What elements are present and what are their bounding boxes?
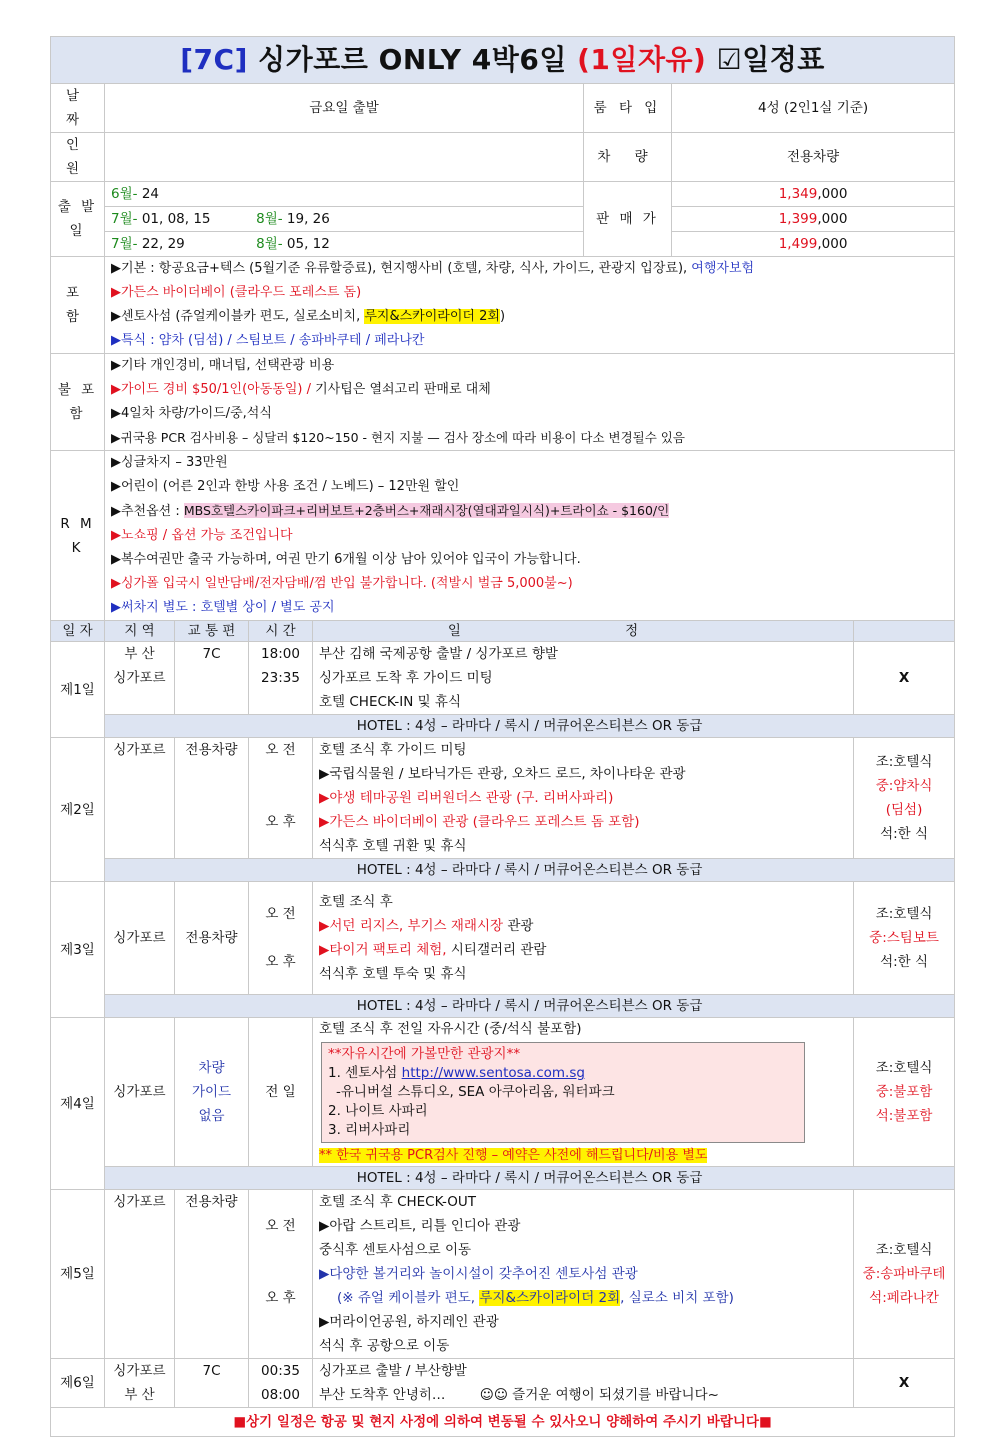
time-text: 오 후 [265,814,296,830]
price-suffix: ,000 [817,211,848,227]
include-line: ▶센토사섬 (쥬얼케이블카 편도, 실로소비치, [111,309,365,324]
day3-plan [313,882,854,995]
time-text: 오 전 [265,906,296,922]
day5-region: 싱가포르 [105,1190,175,1359]
transport-text: 차량 [198,1060,225,1076]
pax-value [105,133,584,182]
exclude-line: 기사팁은 열쇠고리 판매로 대체 [310,382,491,397]
hotel-line: HOTEL : 4성 – 라마다 / 록시 / 머큐어온스티븐스 OR 동급 [105,1167,955,1190]
room-label: 룸 타 입 [584,84,672,133]
include-line: ▶특식 : 얌차 (딤섬) / 스팀보트 / 송파바쿠테 / 페라나칸 [111,333,425,348]
free-spot: -유니버설 스튜디오, SEA 아쿠아리움, 워터파크 [336,1084,615,1100]
free-spot: 3. 리버사파리 [328,1122,411,1138]
car-value: 전용차량 [672,133,955,182]
free-spot: 1. 센토사섬 [328,1065,402,1081]
day4-plan [313,1018,854,1167]
day2-region: 싱가포르 [105,738,175,859]
meal-text: 조:호텔식 [875,1060,933,1076]
day5-plan [313,1190,854,1359]
plan-line: ▶머라이언공원, 하지레인 관광 [319,1314,499,1330]
plan-line: 호텔 조식 후 가이드 미팅 [319,742,467,758]
plan-line: 석식후 호텔 귀환 및 휴식 [319,838,467,854]
rmk-label: R M K [51,451,105,621]
car-label: 차 량 [584,133,672,182]
title-main: 싱가포르 ONLY 4박6일 [258,43,567,76]
rmk-option-highlight: MBS호텔스카이파크+리버보트+2층버스+재래시장(열대과일시식)+트라이쇼 - $160/인 [183,503,670,518]
date-value: 금요일 출발 [105,84,584,133]
rmk-line: ▶어린이 (어른 2인과 한방 사용 조건 / 노베드) – 12만원 할인 [111,479,460,494]
time-text: 오 후 [265,1290,296,1306]
day1-label: 제1일 [51,642,105,738]
pax-label: 인 원 [51,133,105,182]
day2-time [249,738,313,859]
transport-text: 없음 [198,1108,225,1124]
exclude-line: ▶기타 개인경비, 매너팁, 선택관광 비용 [111,358,335,373]
plan-line: ▶야생 테마공원 리버원더스 관광 (구. 리버사파리) [319,790,614,806]
day3-transport: 전용차량 [175,882,249,995]
header-time: 시 간 [249,621,313,642]
region-text: 싱가포르 [113,670,166,686]
plan-line: 중식후 센토사섬으로 이동 [319,1242,472,1258]
free-time-box [321,1042,805,1143]
exclude-line: ▶귀국용 PCR 검사비용 – 싱달러 $120~150 - 현지 지불 — 검사 장소에 따라 비용이 다소 변경될수 있음 [111,430,685,445]
day2-plan [313,738,854,859]
day1-transport: 7C [175,642,249,715]
price-label: 판 매 가 [584,182,672,257]
day2-label: 제2일 [51,738,105,882]
include-line: ▶가든스 바이더베이 (클라우드 포레스트 돔) [111,285,362,300]
month-label: 7월- [111,236,138,252]
meal-text: 중:송파바쿠테 [862,1266,946,1282]
month-label: 8월- [256,236,283,252]
time-text: 00:35 [261,1363,300,1379]
day6-region [105,1359,175,1408]
free-time-title: **자유시간에 가볼만한 관광지** [328,1046,521,1062]
day3-meal [854,882,955,995]
include-content [105,257,955,354]
page-title [51,37,955,84]
depart-dates: 01, 08, 15 [141,211,211,227]
depart-dates: 19, 26 [286,211,330,227]
plan-line: ▶가든스 바이더베이 관광 (클라우드 포레스트 돔 포함) [319,814,640,830]
meal-text: 중:스팀보트 [869,930,939,946]
header-transport: 교 통 편 [175,621,249,642]
footer-notice: ■상기 일정은 항공 및 현지 사정에 의하여 변동될 수 있사오니 양해하여 주시기 바랍니다■ [51,1408,955,1437]
exclude-line: ▶4일차 차량/가이드/중,석식 [111,406,272,421]
include-label: 포 함 [51,257,105,354]
plan-line: , 실로소 비치 포함) [620,1290,734,1306]
day5-transport: 전용차량 [175,1190,249,1359]
date-label: 날 짜 [51,84,105,133]
month-label: 6월- [111,186,138,202]
plan-line: 시티갤러리 관람 [446,942,547,958]
title-code: [7C] [180,43,248,76]
title-check: ☑일정표 [716,43,825,76]
day6-plan [313,1359,854,1408]
plan-line: 부산 김해 국제공항 출발 / 싱가포르 향발 [319,646,558,662]
title-free: (1일자유) [577,43,707,76]
time-text: 23:35 [261,670,300,686]
day5-meal [854,1190,955,1359]
header-region: 지 역 [105,621,175,642]
hotel-line: HOTEL : 4성 – 라마다 / 록시 / 머큐어온스티븐스 OR 동급 [105,715,955,738]
meal-text: 중:얌차식 [875,778,933,794]
price-suffix: ,000 [817,186,848,202]
rmk-line: ▶노쇼핑 / 옵션 가능 조건입니다 [111,528,293,543]
exclude-label: 불 포 함 [51,354,105,451]
day4-label: 제4일 [51,1018,105,1190]
price-suffix: ,000 [817,236,848,252]
plan-line: 호텔 조식 후 전일 자유시간 (중/석식 불포함) [319,1021,582,1037]
day3-region: 싱가포르 [105,882,175,995]
meal-text: 석:한 식 [880,826,929,842]
plan-line: 싱가포르 출발 / 부산향발 [319,1363,467,1379]
price-amount: 1,499 [778,236,818,252]
itinerary-table [50,36,955,1437]
day1-meal: X [854,642,955,715]
day5-label: 제5일 [51,1190,105,1359]
depart-dates: 05, 12 [286,236,330,252]
room-value: 4성 (2인1실 기준) [672,84,955,133]
day2-meal [854,738,955,859]
meal-text: 석:한 식 [880,954,929,970]
sentosa-link[interactable]: http://www.sentosa.com.sg [401,1065,585,1081]
header-day: 일 자 [51,621,105,642]
transport-text: 가이드 [191,1084,232,1100]
depart-row-2 [105,207,584,232]
free-spot: 2. 나이트 사파리 [328,1103,428,1119]
day4-time: 전 일 [249,1018,313,1167]
meal-text: (딤섬) [885,802,923,818]
price-1 [672,182,955,207]
time-text: 08:00 [261,1387,300,1403]
plan-highlight: 루지&스카이라이더 2회 [479,1290,621,1306]
day4-meal [854,1018,955,1167]
day6-transport: 7C [175,1359,249,1408]
exclude-guide-fee: ▶가이드 경비 $50/1인(아동동일) / [111,382,311,397]
month-label: 7월- [111,211,138,227]
include-highlight: 루지&스카이라이더 2회 [364,309,500,324]
plan-line: 석식 후 공항으로 이동 [319,1338,450,1354]
day6-meal: X [854,1359,955,1408]
plan-line: 부산 도착후 안녕히… ☺☺ 즐거운 여행이 되셨기를 바랍니다~ [319,1387,719,1403]
rmk-line: ▶써차지 별도 : 호텔별 상이 / 별도 공지 [111,600,335,615]
schedule-header [51,621,955,642]
meal-text: 중:불포함 [875,1084,933,1100]
price-2 [672,207,955,232]
rmk-content [105,451,955,621]
region-text: 부 산 [124,646,155,662]
plan-line: 싱가포르 도착 후 가이드 미팅 [319,670,493,686]
plan-line: (※ 쥬얼 케이블카 편도, [337,1290,480,1306]
time-text: 오 후 [265,954,296,970]
region-text: 싱가포르 [113,1363,166,1379]
plan-line: 석식후 호텔 투숙 및 휴식 [319,966,467,982]
itinerary-sheet [50,36,954,1437]
hotel-line: HOTEL : 4성 – 라마다 / 록시 / 머큐어온스티븐스 OR 동급 [105,859,955,882]
time-text: 18:00 [261,646,300,662]
day1-region [105,642,175,715]
header-plan: 일 정 [313,621,854,642]
rmk-line: ▶추천옵션 : [111,504,184,519]
plan-line: 호텔 CHECK-IN 및 휴식 [319,694,461,710]
day3-time [249,882,313,995]
day5-time [249,1190,313,1359]
day4-region: 싱가포르 [105,1018,175,1167]
plan-line: ▶타이거 팩토리 체험, [319,942,447,958]
day2-transport: 전용차량 [175,738,249,859]
meal-text: 조:호텔식 [875,754,933,770]
meal-text: 조:호텔식 [875,906,933,922]
time-text: 오 전 [265,742,296,758]
time-text: 오 전 [265,1218,296,1234]
day1-time [249,642,313,715]
plan-line: 호텔 조식 후 [319,894,393,910]
include-line: ▶기본 : 항공요금+텍스 (5월기준 유류할증료), 현지행사비 (호텔, 차량, 식사, 가이드, 관광지 입장료), [111,261,688,276]
exclude-content [105,354,955,451]
day6-time [249,1359,313,1408]
rmk-line: ▶복수여권만 출국 가능하며, 여권 만기 6개월 이상 남아 있어야 입국이 가능합니다. [111,552,581,567]
plan-line: ▶아랍 스트리트, 리틀 인디아 관광 [319,1218,521,1234]
depart-row-1 [105,182,584,207]
rmk-line: ▶싱가폴 입국시 일반담배/전자담배/껌 반입 불가합니다. (적발시 벌금 5,000불~) [111,576,573,591]
plan-line: 호텔 조식 후 CHECK-OUT [319,1194,477,1210]
depart-row-3 [105,232,584,257]
day3-label: 제3일 [51,882,105,1018]
month-label: 8월- [256,211,283,227]
meal-text: 석:페라나칸 [869,1290,939,1306]
include-insurance: 여행자보험 [687,261,755,276]
include-paren: ) [499,309,506,324]
plan-line: ▶서던 리지스, 부기스 재래시장 [319,918,504,934]
day4-transport [175,1018,249,1167]
day6-label: 제6일 [51,1359,105,1408]
plan-line: ▶국립식물원 / 보타닉가든 관광, 오차드 로드, 차이나타운 관광 [319,766,686,782]
pcr-note: ** 한국 귀국용 PCR검사 진행 – 예약은 사전에 해드립니다/비용 별도 [319,1148,708,1163]
meal-text: 석:불포함 [875,1108,933,1124]
meal-text: 조:호텔식 [875,1242,933,1258]
price-3 [672,232,955,257]
day1-plan [313,642,854,715]
hotel-line: HOTEL : 4성 – 라마다 / 록시 / 머큐어온스티븐스 OR 동급 [105,995,955,1018]
region-text: 부 산 [124,1387,155,1403]
price-amount: 1,349 [778,186,818,202]
depart-dates: 24 [141,186,159,202]
rmk-line: ▶싱글차지 – 33만원 [111,455,228,470]
price-amount: 1,399 [778,211,818,227]
plan-line: ▶다양한 볼거리와 놀이시설이 갖추어진 센토사섬 관광 [319,1266,638,1282]
depart-label: 출 발 일 [51,182,105,257]
plan-line: 관광 [503,918,534,934]
header-meal [854,621,955,642]
depart-dates: 22, 29 [141,236,185,252]
